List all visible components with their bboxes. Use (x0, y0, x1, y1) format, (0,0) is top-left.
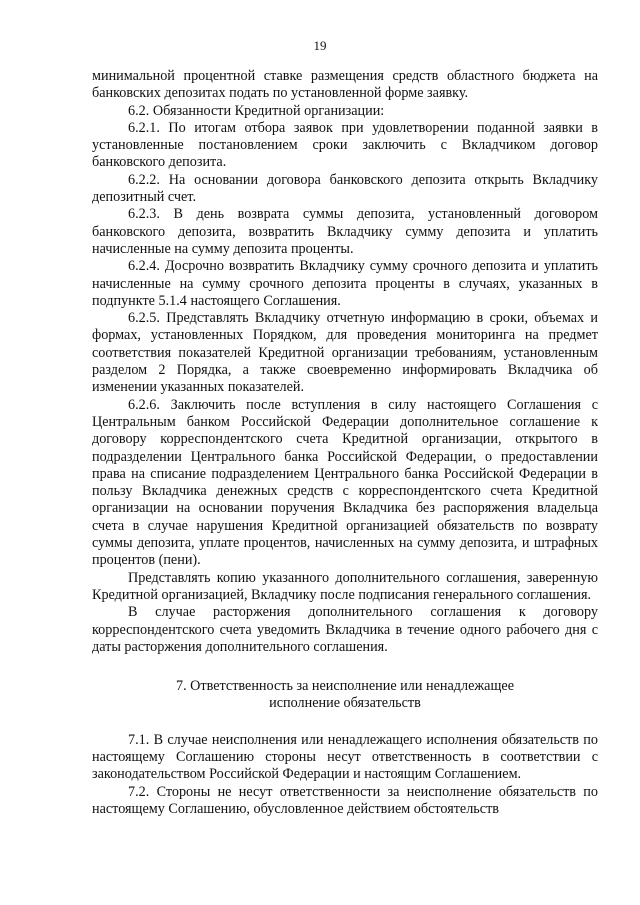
section-heading (92, 678, 598, 713)
paragraph-6-2-3: 6.2.3. В день возврата суммы депозита, установленный договором банковского депозита, возвратить Вкладчику сумму депозита и уплатить начисленные на сумму депозита проценты. (92, 206, 598, 257)
document-body (92, 68, 598, 818)
paragraph-6-2-6: 6.2.6. Заключить после вступления в силу настоящего Соглашения с Центральным банком Российской Федерации дополнительное соглашение к договору корреспондентского счета Кредитной организации, открытого в подразделении Центрального банка Российской Федерации, о предоставлении права на списание подразделением Центрального банка Российской Федерации в пользу Вкладчика денежных средств с корреспондентского счета Кредитной организации на основании поручения Вкладчика без распоряжения владельца счета в случае нарушения Кредитной организацией обязательств по возврату суммы депозита, уплате процентов, начисленных на сумму депозита, и штрафных процентов (пени). (92, 396, 598, 569)
paragraph-continuation: минимальной процентной ставке размещения средств областного бюджета на банковских депозитах подать по установленной форме заявку. (92, 68, 598, 102)
paragraph-6-2-5: 6.2.5. Представлять Вкладчику отчетную информацию в сроки, объемах и формах, установленных Порядком, для проведения мониторинга на предмет соответствия показателей Кредитной организации требованиям, установленным разделом 2 Порядка, а также своевременно информировать Вкладчика об изменении указанных показателей. (92, 310, 598, 396)
section-heading-line-2: исполнение обязательств (269, 695, 421, 712)
paragraph-7-1: 7.1. В случае неисполнения или ненадлежащего исполнения обязательств по настоящему Соглашению стороны несут ответственность в соответствии с законодательством Российской Федерации и настоящим Соглашением. (92, 731, 598, 783)
paragraph-termination-notice: В случае расторжения дополнительного соглашения к договору корреспондентского счета уведомить Вкладчика в течение одного рабочего дня с даты расторжения дополнительного соглашения. (92, 604, 598, 655)
section-heading-line-1: 7. Ответственность за неисполнение или ненадлежащее (175, 678, 514, 695)
paragraph-6-2-1: 6.2.1. По итогам отбора заявок при удовлетворении поданной заявки в установленные постановлением сроки заключить с Вкладчиком договор банковского депозита. (92, 119, 598, 171)
page-number: 19 (313, 38, 327, 53)
paragraph-7-2: 7.2. Стороны не несут ответственности за неисполнение обязательств по настоящему Соглашению, обусловленное действием обстоятельств (92, 783, 598, 817)
paragraph-6-2-2: 6.2.2. На основании договора банковского депозита открыть Вкладчику депозитный счет. (92, 171, 598, 206)
paragraph-6-2-4: 6.2.4. Досрочно возвратить Вкладчику сумму срочного депозита и уплатить начисленные на сумму срочного депозита проценты в случаях, указанных в подпункте 5.1.4 настоящего Соглашения. (92, 258, 598, 309)
paragraph-6-2: 6.2. Обязанности Кредитной организации: (128, 102, 385, 119)
paragraph-copy-agreement: Представлять копию указанного дополнительного соглашения, заверенную Кредитной организацией, Вкладчику после подписания генерального соглашения. (92, 569, 598, 603)
